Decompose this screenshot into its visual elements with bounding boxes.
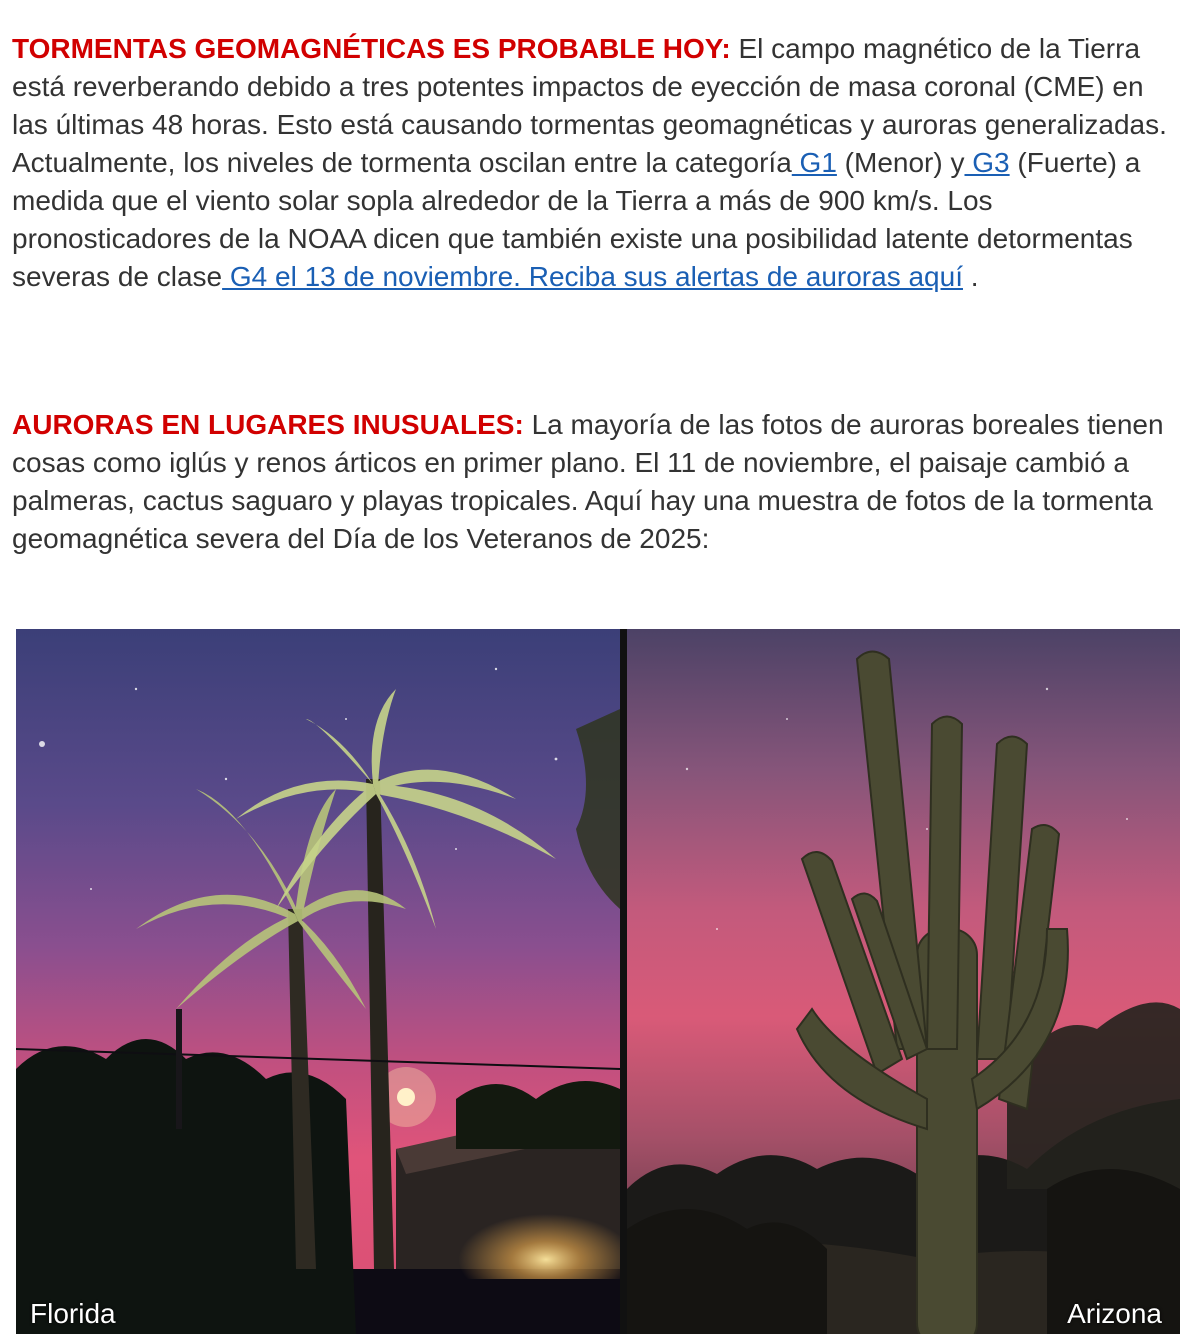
storm-forecast-text-1: El campo magnético de la Tierra está reverberando debido a tres potentes impactos de eyección de masa coronal (CME) en las últimas 48 horas. Esto está causando tormentas geomagnéticas y auroras generalizadas. Actualmente, los niveles de tormenta oscilan entre la categoría <box>12 33 1167 178</box>
florida-caption: Florida <box>30 1298 116 1329</box>
storm-forecast-headline: TORMENTAS GEOMAGNÉTICAS ES PROBABLE HOY: <box>12 33 731 64</box>
unusual-auroras-text: La mayoría de las fotos de auroras boreales tienen cosas como iglús y renos árticos en primer plano. El 11 de noviembre, el paisaje cambió a palmeras, cactus saguaro y playas tropicales. Aquí hay una muestra de fotos de la tormenta geomagnética severa del Día de los Veteranos de 2025: <box>12 409 1164 554</box>
arizona-aurora-photo <box>627 629 1180 1334</box>
unusual-auroras-headline: AURORAS EN LUGARES INUSUALES: <box>12 409 524 440</box>
unusual-auroras-paragraph <box>12 406 1184 558</box>
g3-link[interactable]: G3 <box>964 147 1010 178</box>
arizona-saguaro-scene <box>627 629 1180 1334</box>
storm-forecast-text-4: . <box>962 261 979 292</box>
florida-palm-scene <box>16 629 620 1334</box>
storm-forecast-paragraph <box>12 30 1184 296</box>
aurora-photo-collage <box>16 629 1180 1334</box>
storm-forecast-text-2: (Menor) y <box>836 147 965 178</box>
florida-aurora-photo <box>16 629 620 1334</box>
g1-link[interactable]: G1 <box>791 147 837 178</box>
g4-aurora-alerts-link[interactable]: G4 el 13 de noviembre. Reciba sus alertas de auroras aquí <box>222 261 963 292</box>
storm-forecast-text-3: (Fuerte) a medida que el viento solar sopla alrededor de la Tierra a más de 900 km/s. Los pronosticadores de la NOAA dicen que también existe una posibilidad latente detormentas severas de clase <box>12 147 1141 292</box>
arizona-caption: Arizona <box>1067 1298 1162 1329</box>
